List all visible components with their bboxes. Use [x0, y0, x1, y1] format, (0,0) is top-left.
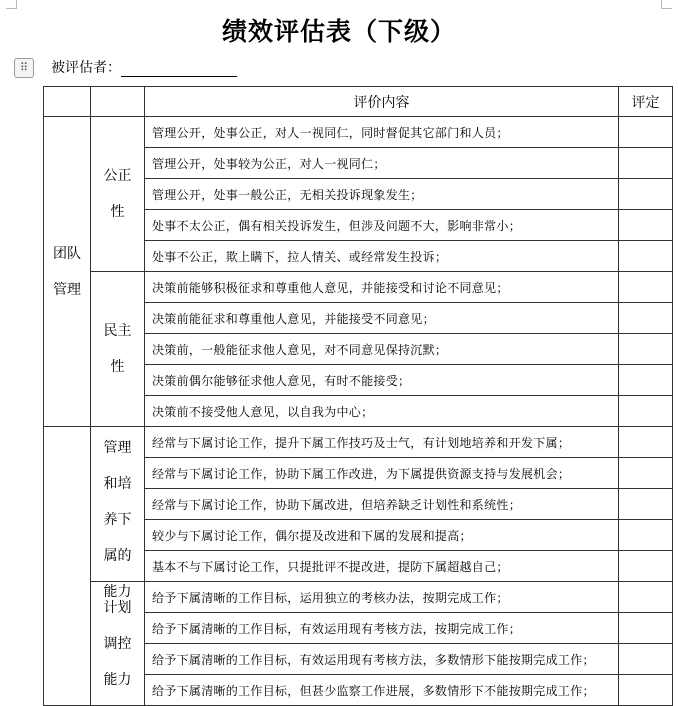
rating-cell[interactable]: [619, 458, 673, 489]
rating-cell[interactable]: [619, 334, 673, 365]
subcategory-cell: [91, 427, 145, 600]
category-label: 管理: [53, 281, 81, 298]
evaluatee-label: 被评估者：: [51, 60, 121, 76]
criteria-text: 管理公开，处事一般公正，无相关投诉现象发生；: [145, 179, 619, 210]
category-label: 团队: [53, 245, 81, 262]
rating-cell[interactable]: [619, 210, 673, 241]
criteria-text: 决策前能够积极征求和尊重他人意见，并能接受和讨论不同意见；: [145, 272, 619, 303]
criteria-text: 处事不公正，欺上瞒下，拉人情关、或经常发生投诉；: [145, 241, 619, 272]
criteria-row: [44, 272, 673, 303]
criteria-text: 基本不与下属讨论工作，只提批评不提改进，提防下属超越自己；: [145, 551, 619, 582]
criteria-text: 较少与下属讨论工作，偶尔提及改进和下属的发展和提高；: [145, 520, 619, 551]
category-cell: [44, 117, 91, 427]
criteria-row: [44, 117, 673, 148]
subcategory-label: 性: [110, 204, 125, 220]
rating-cell[interactable]: [619, 272, 673, 303]
subcategory-label: 能力: [103, 671, 132, 688]
criteria-text: 给予下属清晰的工作目标，有效运用现有考核方法，多数情形下能按期完成工作；: [145, 644, 619, 675]
criteria-text: 管理公开，处事较为公正，对人一视同仁；: [145, 148, 619, 179]
subcategory-cell: [91, 582, 145, 706]
criteria-text: 给予下属清晰的工作目标，运用独立的考核办法，按期完成工作；: [145, 582, 619, 613]
subcategory-label: 能力: [103, 584, 132, 600]
subcategory-cell: [91, 117, 145, 272]
subcategory-label: 养下: [103, 512, 132, 528]
subcategory-label: 属的: [103, 548, 132, 564]
criteria-text: 处事不太公正，偶有相关投诉发生，但涉及问题不大，影响非常小；: [145, 210, 619, 241]
rating-cell[interactable]: [619, 365, 673, 396]
table-move-handle-icon[interactable]: ⠿: [14, 58, 34, 78]
table-header-row: [44, 87, 673, 117]
rating-cell[interactable]: [619, 489, 673, 520]
criteria-text: 管理公开，处事公正，对人一视同仁，同时督促其它部门和人员；: [145, 117, 619, 148]
subcategory-label: 计划: [103, 599, 132, 616]
page-corner-mark-left: [6, 0, 17, 9]
subcategory-label: 管理: [103, 440, 132, 456]
subcategory-label: 和培: [103, 476, 132, 492]
criteria-text: 经常与下属讨论工作，协助下属工作改进，为下属提供资源支持与发展机会；: [145, 458, 619, 489]
rating-cell[interactable]: [619, 241, 673, 272]
criteria-text: 经常与下属讨论工作，提升下属工作技巧及士气，有计划地培养和开发下属；: [145, 427, 619, 458]
criteria-text: 给予下属清晰的工作目标，有效运用现有考核方法，按期完成工作；: [145, 613, 619, 644]
rating-cell[interactable]: [619, 396, 673, 427]
rating-cell[interactable]: [619, 179, 673, 210]
evaluation-table: [43, 86, 673, 706]
criteria-text: 给予下属清晰的工作目标，但甚少监察工作进展，多数情形下不能按期完成工作；: [145, 675, 619, 706]
rating-cell[interactable]: [619, 427, 673, 458]
rating-cell[interactable]: [619, 613, 673, 644]
criteria-text: 决策前偶尔能够征求他人意见，有时不能接受；: [145, 365, 619, 396]
evaluatee-field[interactable]: [51, 59, 237, 77]
subcategory-label: 公正: [103, 168, 132, 184]
criteria-text: 决策前，一般能征求他人意见，对不同意见保持沉默；: [145, 334, 619, 365]
header-subcategory: [91, 87, 145, 117]
subcategory-label: 民主: [103, 323, 132, 339]
subcategory-label: 调控: [103, 635, 132, 652]
rating-cell[interactable]: [619, 644, 673, 675]
rating-cell[interactable]: [619, 520, 673, 551]
rating-cell[interactable]: [619, 551, 673, 582]
criteria-row: [44, 427, 673, 458]
header-content: 评价内容: [145, 87, 619, 117]
page-title: 绩效评估表（下级）: [221, 17, 456, 46]
header-rating: 评定: [619, 87, 673, 117]
criteria-row: [44, 582, 673, 613]
evaluatee-input-line[interactable]: [121, 60, 237, 77]
category-cell: [44, 427, 91, 706]
header-category: [44, 87, 91, 117]
criteria-text: 决策前不接受他人意见，以自我为中心；: [145, 396, 619, 427]
rating-cell[interactable]: [619, 148, 673, 179]
criteria-text: 经常与下属讨论工作，协助下属改进，但培养缺乏计划性和系统性；: [145, 489, 619, 520]
page-corner-mark-right: [661, 0, 672, 9]
rating-cell[interactable]: [619, 117, 673, 148]
rating-cell[interactable]: [619, 675, 673, 706]
subcategory-label: 性: [110, 359, 125, 375]
subcategory-cell: [91, 272, 145, 427]
criteria-text: 决策前能征求和尊重他人意见，并能接受不同意见；: [145, 303, 619, 334]
rating-cell[interactable]: [619, 303, 673, 334]
rating-cell[interactable]: [619, 582, 673, 613]
